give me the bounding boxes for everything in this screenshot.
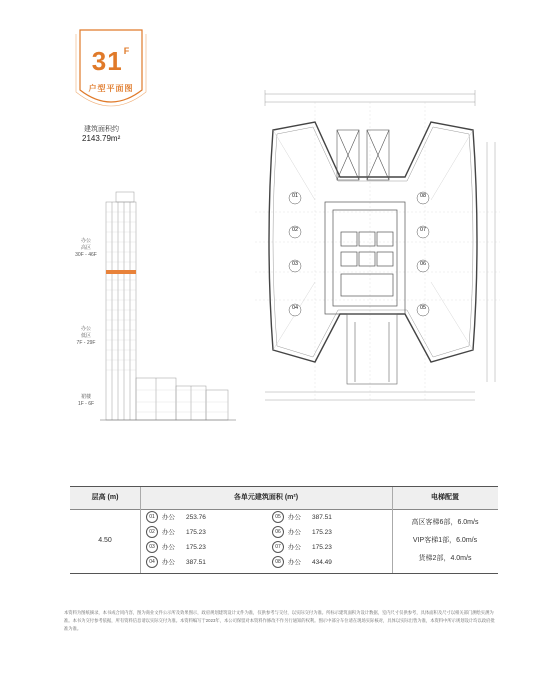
- tower-label-middle: 办公 低区 7F - 29F: [76, 326, 96, 346]
- unit-row: 08 办公 434.49: [272, 556, 332, 570]
- elevator-spec: 高区客梯6部，6.0m/s: [411, 519, 479, 526]
- column-divider: [140, 487, 141, 573]
- elevator-spec: 货梯2部，4.0m/s: [418, 555, 472, 562]
- unit-row: 07 办公 175.23: [272, 541, 332, 555]
- unit-marker-03: 03: [291, 261, 299, 267]
- tower-label-upper: 办公 高区 30F - 46F: [75, 238, 97, 258]
- tower-label-podium: 裙楼 1F - 6F: [77, 394, 95, 407]
- floor-plan: [255, 82, 500, 412]
- unit-marker-01: 01: [291, 193, 299, 199]
- unit-row: 04 办公 387.51: [146, 556, 206, 570]
- floor-title: 户型平面图: [88, 84, 134, 93]
- height-value: 4.50: [98, 537, 112, 544]
- col-area-header: 各单元建筑面积 (m²): [233, 494, 299, 501]
- area-value: 2143.79m²: [82, 134, 121, 143]
- area-label: 建筑面积约: [84, 126, 119, 133]
- unit-row: 05 办公 387.51: [272, 511, 332, 525]
- unit-row: 02 办公 175.23: [146, 526, 206, 540]
- floor-badge: [70, 28, 152, 114]
- col-elevator-header: 电梯配置: [431, 494, 459, 501]
- unit-row: 06 办公 175.23: [272, 526, 332, 540]
- elevator-spec: VIP客梯1部，6.0m/s: [412, 537, 478, 544]
- unit-marker-04: 04: [291, 305, 299, 311]
- unit-marker-02: 02: [291, 227, 299, 233]
- floor-number: $31^F$: [91, 46, 131, 76]
- unit-marker-05: 05: [419, 305, 427, 311]
- unit-row: 01 办公 253.76: [146, 511, 206, 525]
- unit-row: 03 办公 175.23: [146, 541, 206, 555]
- current-floor-highlight: [106, 270, 136, 274]
- unit-marker-07: 07: [419, 227, 427, 233]
- floor-plan-drawing: [255, 82, 500, 412]
- footnote: 本资料为图纸摘录，本书成合同内容，图为商业文件公示所及效果图示，政府规划建筑设计文件为准，仅供参考与交付，以实际交付为准。所标示建筑面积为设计数据，室内尺寸仅供参考，具体面积及尺寸以相关部门测绘实测为准。本书为交付参考依据，所有资料信息请以实际交付为准。本资料编写于2023年，本公司保留对本资料作修改不作另行通知的权利。图示中部分车位请在现场实际核对，具体以实际出售为准，本资料中所示规划设计均以政府批准为准。: [64, 610, 495, 631]
- unit-marker-06: 06: [419, 261, 427, 267]
- tower-elevation: [60, 180, 240, 425]
- unit-marker-08: 08: [419, 193, 427, 199]
- tower-elevation-drawing: [60, 180, 240, 425]
- specs-table: [70, 486, 498, 574]
- col-height-header: 层高 (m): [91, 494, 119, 501]
- table-header: [70, 487, 498, 510]
